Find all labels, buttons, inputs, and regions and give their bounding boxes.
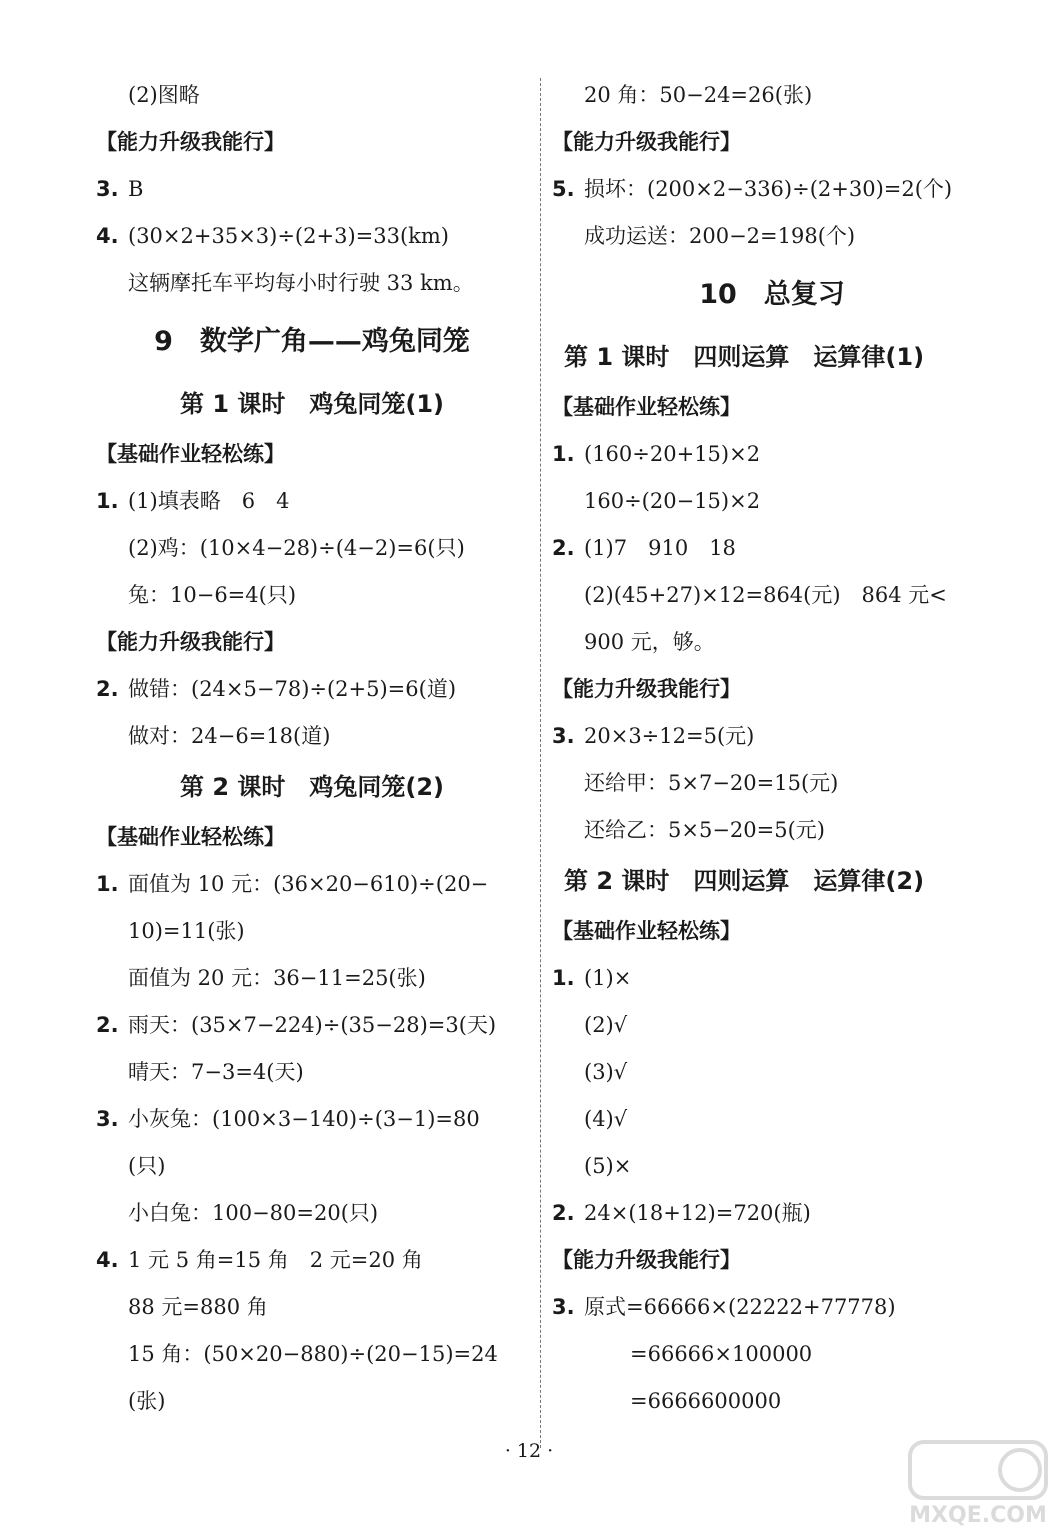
question-2	[552, 1190, 992, 1237]
question-number: 3.	[552, 1295, 575, 1319]
answer-text: (1)7 910 18	[584, 536, 736, 560]
answer-line: 10)=11(张)	[128, 919, 245, 943]
question-number: 4.	[96, 1248, 119, 1272]
answer-line: (3)√	[584, 1060, 628, 1084]
answer-line: 这辆摩托车平均每小时行驶 33 km。	[128, 271, 474, 295]
question-number: 1.	[96, 872, 119, 896]
section-heading: 【能力升级我能行】	[96, 130, 285, 154]
question-number: 3.	[96, 177, 119, 201]
answer-text: 面值为 10 元：(36×20−610)÷(20−	[128, 872, 489, 896]
question-3	[552, 713, 992, 760]
lesson-title: 第 1 课时 鸡兔同笼(1)	[179, 390, 445, 418]
question-number: 1.	[552, 966, 575, 990]
question-number: 1.	[552, 442, 575, 466]
watermark-text: MXQE.COM	[909, 1503, 1047, 1528]
answer-text: 做错：(24×5−78)÷(2+5)=6(道)	[128, 677, 457, 701]
question-3	[96, 1096, 528, 1143]
lesson-title: 第 2 课时 鸡兔同笼(2)	[179, 773, 445, 801]
question-1	[552, 955, 992, 1002]
watermark-logo-icon	[908, 1438, 1048, 1528]
answer-line: 900 元，够。	[584, 630, 715, 654]
answer-text: 小灰兔：(100×3−140)÷(3−1)=80	[128, 1107, 480, 1131]
section-heading: 【能力升级我能行】	[96, 630, 285, 654]
question-number: 3.	[96, 1107, 119, 1131]
answer-text: 24×(18+12)=720(瓶)	[584, 1201, 811, 1225]
question-number: 2.	[552, 1201, 575, 1225]
question-2	[96, 666, 528, 713]
chapter-title: 10 总复习	[699, 279, 845, 310]
answer-line: 20 角：50−24=26(张)	[584, 83, 813, 107]
answer-line: (张)	[128, 1389, 166, 1413]
page-number: · 12 ·	[504, 1440, 554, 1462]
section-heading: 【基础作业轻松练】	[552, 919, 741, 943]
answer-line: 88 元=880 角	[128, 1295, 268, 1319]
answer-line: 还给甲：5×7−20=15(元)	[584, 771, 839, 795]
section-heading: 【基础作业轻松练】	[96, 442, 285, 466]
question-3	[552, 1284, 992, 1331]
question-number: 1.	[96, 489, 119, 513]
question-number: 2.	[96, 677, 119, 701]
answer-text: 原式=66666×(22222+77778)	[584, 1295, 896, 1319]
answer-line: 兔：10−6=4(只)	[128, 583, 297, 607]
question-1	[96, 478, 528, 525]
answer-text: (30×2+35×3)÷(2+3)=33(km)	[128, 224, 449, 248]
question-4	[96, 213, 528, 260]
section-heading: 【能力升级我能行】	[552, 1248, 741, 1272]
question-1	[552, 431, 992, 478]
question-2	[96, 1002, 528, 1049]
answer-text: B	[128, 177, 144, 201]
answer-line: (2)图略	[128, 83, 200, 107]
question-1	[96, 861, 528, 908]
answer-line: 做对：24−6=18(道)	[128, 724, 331, 748]
answer-text: 雨天：(35×7−224)÷(35−28)=3(天)	[128, 1013, 497, 1037]
answer-line: =6666600000	[630, 1389, 782, 1413]
answer-line: (2)鸡：(10×4−28)÷(4−2)=6(只)	[128, 536, 465, 560]
answer-line: 面值为 20 元：36−11=25(张)	[128, 966, 426, 990]
section-heading: 【基础作业轻松练】	[552, 395, 741, 419]
answer-text: (1)填表略 6 4	[128, 489, 290, 513]
answer-line: (2)(45+27)×12=864(元) 864 元<	[584, 583, 947, 607]
right-column	[552, 72, 992, 1425]
question-number: 4.	[96, 224, 119, 248]
answer-text: 1 元 5 角=15 角 2 元=20 角	[128, 1248, 423, 1272]
question-3	[96, 166, 528, 213]
answer-line: 成功运送：200−2=198(个)	[584, 224, 856, 248]
question-number: 2.	[96, 1013, 119, 1037]
answer-line: 晴天：7−3=4(天)	[128, 1060, 304, 1084]
answer-line: (5)×	[584, 1154, 632, 1178]
question-number: 2.	[552, 536, 575, 560]
answer-text: 损坏：(200×2−336)÷(2+30)=2(个)	[584, 177, 953, 201]
answer-line: (4)√	[584, 1107, 628, 1131]
column-divider	[540, 78, 541, 1448]
lesson-title: 第 1 课时 四则运算 运算律(1)	[564, 343, 925, 371]
question-5	[552, 166, 992, 213]
answer-text: (160÷20+15)×2	[584, 442, 761, 466]
question-number: 5.	[552, 177, 575, 201]
answer-line: (2)√	[584, 1013, 628, 1037]
question-4	[96, 1237, 528, 1284]
answer-line: =66666×100000	[630, 1342, 813, 1366]
section-heading: 【基础作业轻松练】	[96, 825, 285, 849]
answer-line: 小白兔：100−80=20(只)	[128, 1201, 379, 1225]
question-number: 3.	[552, 724, 575, 748]
answer-text: 20×3÷12=5(元)	[584, 724, 755, 748]
answer-text: (1)×	[584, 966, 632, 990]
lesson-title: 第 2 课时 四则运算 运算律(2)	[564, 867, 925, 895]
section-heading: 【能力升级我能行】	[552, 677, 741, 701]
answer-line: 160÷(20−15)×2	[584, 489, 761, 513]
answer-line: 15 角：(50×20−880)÷(20−15)=24	[128, 1342, 498, 1366]
answer-line: 还给乙：5×5−20=5(元)	[584, 818, 825, 842]
answer-line: (只)	[128, 1154, 166, 1178]
chapter-title: 9 数学广角——鸡兔同笼	[154, 326, 470, 357]
question-2	[552, 525, 992, 572]
section-heading: 【能力升级我能行】	[552, 130, 741, 154]
left-column	[96, 72, 528, 1425]
